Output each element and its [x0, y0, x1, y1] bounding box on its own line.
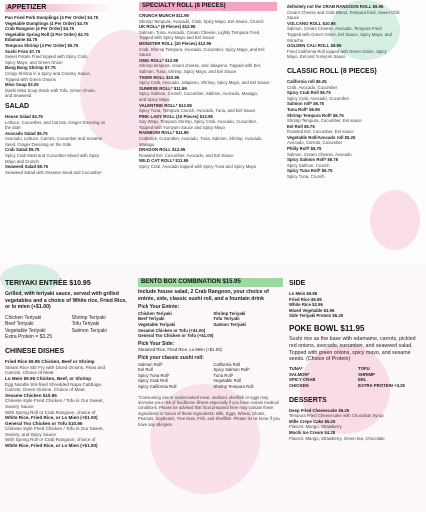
salad-list — [5, 114, 113, 176]
menu-item: Mixed Vegetable $3.95 — [289, 307, 335, 313]
option-item: Spicy California Roll — [138, 383, 177, 389]
menu-item: Side Teriyaki Protein $5.25 — [289, 313, 344, 319]
teriyaki-extra: Extra Protein = $3.25 — [5, 333, 53, 340]
menu-item: Lo Mein $9.95 Chicken, Beef, or Shrimp — [5, 375, 92, 381]
menu-item-description: Egg Noodle Stir-fried Shredded Napa Cabbage, — [5, 381, 103, 387]
menu-item: Sesame Chicken $10.95 — [5, 392, 57, 398]
menu-item: Vegetable Dumplings (4 Per Order) $4.75 — [5, 20, 88, 26]
chinese-dishes-list — [5, 359, 133, 449]
menu-item-description: Soy Wrap, Tempura Shrimp, Spicy Crab, Avocado, Cucumber, — [139, 119, 257, 125]
option-item: Beef Teriyaki — [138, 316, 165, 322]
menu-item: Crab Salad $5.75 — [5, 147, 40, 153]
menu-item: California roll $6.25 — [287, 78, 327, 84]
menu-item-description: Spicy Salmon, Crunch, Cucumber, Salmon, Avocado, Masago, — [139, 91, 259, 97]
menu-item-description: Savory Sauce — [5, 403, 34, 409]
menu-item: Deep Fried Cheesecake $5.25 — [289, 407, 350, 413]
option-item: Spicy Crab Roll — [138, 378, 168, 384]
option-row — [5, 315, 133, 322]
menu-item: MONSTER ROLL (10 Pieces) $12.95 — [139, 40, 212, 46]
teriyaki-section — [5, 278, 133, 449]
option-item: SHRIMP — [358, 371, 375, 377]
right-bottom-section — [289, 278, 422, 441]
menu-item-description: Spicy Crab, Avocado, Cucumber — [287, 95, 350, 101]
chinese-dishes-title: CHINESE DISHES — [5, 348, 65, 356]
menu-item-description: Chinese style Fried Chicken / Tofu in Our Sweet, — [5, 426, 104, 432]
menu-item: Avocado Salad $5.75 — [5, 130, 48, 136]
menu-item: UK ROLL* (8 Pieces) $12.95 — [139, 24, 196, 30]
bento-section — [138, 278, 283, 427]
menu-item: Shrimp Tempura Roll* $6.75 — [287, 112, 344, 118]
option-item: Beef Teriyaki — [5, 321, 34, 328]
menu-item: Tuna Roll* $6.95 — [287, 106, 320, 112]
menu-item: Tempura Shrimp (4 Per Order) $5.75 — [5, 42, 79, 48]
option-item: Shrimp Tempura Roll — [213, 383, 254, 389]
watercolor-blob — [370, 190, 420, 250]
menu-item-description: Flavors: Mango, Strawberry — [289, 424, 342, 430]
option-item: California Roll — [213, 361, 241, 367]
menu-item-description: Carrots. Choice of Meat — [5, 370, 54, 376]
menu-item: Crab Rangoon (4 Per Order) $4.75 — [5, 26, 75, 32]
option-row — [138, 384, 283, 390]
menu-item-description: Chinese style Fried Chicken / Tofu in Our Sweet, — [5, 398, 104, 404]
menu-item: Vegetable Spring Roll (4 Per Order) $4.75 — [5, 31, 89, 37]
menu-item-description: With Spring Roll or Crab Rangoon, choice of — [5, 437, 96, 443]
menu-item-description: Spicy Mayo, and Green Onion — [5, 59, 63, 65]
menu-item: VALENTINE ROLL* $12.95 — [139, 102, 192, 108]
menu-item: Vegetable Roll/Avocado roll $5.25 — [287, 134, 356, 140]
menu-item: General Tso Chicken or Tofu $10.95 — [5, 420, 83, 426]
menu-item-description: Mayo, Eel and Yumyum Sauce — [287, 54, 346, 60]
bento-title: BENTO BOX COMBINATION $15.95 — [138, 278, 283, 287]
menu-item: Edamame $4.75 — [5, 37, 38, 43]
teriyaki-intro: Grilled, with teriyaki sauce, served with grilled vegetables and a choice of White rice, Fried Rice, or lo mien (+$1.00) — [5, 291, 127, 311]
menu-item: Pan Fried Pork Dumplings (4 Per Order) $4.75 — [5, 15, 99, 20]
option-item: SPICY CRAB — [289, 377, 316, 383]
option-item: Spicy Salmon Roll* — [213, 367, 250, 373]
option-item: Salmon Roll* — [138, 361, 163, 367]
option-item: Chicken Teriyaki — [138, 310, 172, 316]
menu-item: Fried Rice $5.95 — [289, 296, 322, 302]
menu-item-description: Sriracha — [287, 37, 304, 43]
menu-item-description: Lettuce, Cucumber, and Carrots. Ginger Dressing on — [5, 119, 106, 125]
menu-item: Sushi Fries $7.75 — [5, 48, 41, 54]
menu-item-description: Carrots, Green Onions. Choice of Meat — [5, 387, 85, 393]
menu-item: Salmon roll* $6.75 — [287, 101, 325, 107]
option-item: TOFU — [358, 366, 370, 372]
menu-item-description: Crabstick, Cucumber, Avocado, Tuna, Salmon, Shrimp, Avocado, — [139, 136, 263, 142]
menu-item: Seaweed Salad $5.75 — [5, 164, 48, 170]
side-list — [289, 291, 422, 319]
menu-item-description: Salmon, Cream Cheese, Avocado — [287, 151, 352, 157]
menu-item-description: Spicy Crab Meat and Cucumber Mixed with Spicy — [5, 153, 100, 159]
salad-title: SALAD — [5, 102, 30, 110]
menu-item-description: Fried California Roll topped with Green Onion, Spicy — [287, 48, 387, 54]
menu-item-description: and Spicy Mayo — [139, 96, 170, 102]
option-item: Chicken Teriyaki — [5, 314, 42, 321]
option-item: Vegetable Teriyaki — [138, 321, 176, 327]
option-item: Shrimp Teriyaki — [213, 310, 246, 316]
menu-item: Lo Mein $5.95 — [289, 291, 318, 296]
menu-item: definitely not the CRAB RANGOON ROLL $9.95 — [287, 4, 384, 9]
menu-item-description: Avocado, Carrots, Cucumber — [287, 140, 343, 146]
classic-roll-list — [287, 79, 421, 180]
menu-item-description: Topped with Green Onions — [5, 76, 56, 82]
extra-roll-list — [287, 4, 421, 60]
option-item: Shrimp Teriyaki — [71, 314, 106, 321]
menu-item-description: and Seaweed — [5, 93, 32, 99]
bento-entree-title: Pick Your Entrée: — [138, 304, 180, 311]
specialty-roll-section — [139, 2, 277, 170]
menu-item: TIGER ROLL $10.95 — [139, 74, 180, 80]
menu-item: WILD CAT ROLL* $11.95 — [139, 158, 189, 164]
bento-intro: Include house salad, 2 Crab Rangoon, your choice of entrée, side, classic sushi roll, and a fountain drink — [138, 289, 269, 302]
option-item: EEL — [358, 377, 367, 383]
option-item: Salmon Teriyaki — [71, 327, 107, 334]
menu-item-description: Salmon, Tuna, Shrimp, Spicy Mayo, and Eel Sauce — [139, 68, 237, 74]
menu-item-description: Topped with Green Onion, Eel Sauce, Spicy Mayo, and — [287, 31, 392, 37]
menu-item-description: the Side — [5, 125, 21, 131]
option-item: SALMON* — [289, 371, 310, 377]
menu-item-description: Topped with Yumyum Sauce and Spicy Mayo — [139, 124, 225, 130]
menu-item-description: Shrimp tempura, cream cheese, and Jalapeno. Topped with Eel, — [139, 63, 261, 69]
menu-item-description: Dashi Miso Soup Stock with Tofu, Green Onion, — [5, 87, 96, 93]
desserts-list — [289, 408, 422, 442]
option-item: Tofu Teriyaki — [213, 316, 240, 322]
menu-item-description: Roasted Eel, Cucumber, Avocado, and Eel Sauce — [139, 152, 234, 158]
option-item: General Tso Chicken or Tofu (+$1.00) — [138, 333, 214, 339]
menu-item: SUNRISE ROLL* $11.95 — [139, 85, 187, 91]
specialty-roll-title: SPECIALTY ROLL (8 PIECES) — [139, 2, 277, 11]
menu-item-description: Savory, and Spicy Sauce — [5, 431, 56, 437]
appetizer-title: APPETIZER — [5, 4, 113, 12]
menu-item-description: Spicy Tuna, Crunch — [287, 174, 325, 180]
menu-item: VOLCANO ROLL $10.95 — [287, 20, 336, 26]
menu-item-description: Crab, Shrimp Tempura, Avocado, Cucumber, Spicy Mayo, and Eel Sauce — [139, 46, 265, 58]
menu-item-description: Crispy Shrimp in a Spicy and Creamy Sauce, — [5, 70, 91, 76]
menu-item: Philly Roll* $6.75 — [287, 146, 322, 152]
menu-item-description: Salmon, Cream Cheese, Avocado, Tempura Fried — [287, 26, 382, 32]
menu-item: GOLDEN CALI ROLL $8.95 — [287, 43, 342, 49]
menu-item: Spicy Crab Roll $6.75 — [287, 90, 331, 96]
menu-item: CRUNCH MUNCH $11.95 — [139, 13, 189, 18]
option-item: TUNA* — [289, 366, 303, 372]
menu-item: Mille Crepe Cake $5.25 — [289, 418, 336, 424]
menu-item-description: Spicy Crab, Avocado topped with Spicy Tuna and Spicy Mayo — [139, 164, 257, 170]
menu-item-description: Avocado, Lettuce, Carrots, Cucumber and Sesame — [5, 136, 103, 142]
bento-side-title: Pick Your Side: — [138, 340, 175, 347]
menu-item-description: Sauce — [287, 15, 300, 21]
option-item: Tofu Teriyaki — [71, 321, 100, 328]
poke-bowl-title: POKE BOWL $11.95 — [289, 323, 365, 333]
option-item: EXTRA PROTEIN +3.25 — [358, 382, 405, 388]
specialty-roll-list — [139, 13, 277, 170]
menu-item: Spicy Salmon Roll* $6.75 — [287, 157, 339, 163]
side-title: SIDE — [289, 280, 306, 287]
bento-sushi-title: Pick your classic sushi roll: — [138, 354, 204, 361]
menu-item: Mochi Ice Cream $4.25 — [289, 429, 336, 435]
menu-page-bottom — [0, 264, 426, 512]
menu-item-description: Flavors: Mango, Strawberry, Green tea, Chocolate — [289, 435, 385, 441]
desserts-title: DESSERTS — [289, 396, 327, 404]
menu-item-description: Shrimp Tempura, Avocado, Crab, Spicy Mayo, Eel Sauce, Crunch — [139, 18, 264, 24]
poke-bowl-intro: Sushi rice as the base with edamame, carrots, pickled red onions, avocado, cucumber, and seaweed salad. Topped with green onions, spicy mayo, and sesame seeds. (Choice of Protein) — [289, 335, 416, 363]
menu-item: OMG ROLL* $12.95 — [139, 57, 179, 63]
menu-item-description: Shrimp Tempura, Cucumber, Eel sauce — [287, 118, 362, 124]
menu-item: RAINBOW ROLL* $11.95 — [139, 130, 189, 136]
menu-item-description: Seed, Ginger Dressing on the Side — [5, 141, 72, 147]
option-item: Salmon Teriyaki — [213, 321, 247, 327]
menu-item-description: Tempura Fried Cheesecake with Chocolate Syrup — [289, 413, 384, 419]
menu-item: White Rice $2.95 — [289, 302, 323, 308]
menu-item: Spicy Tuna Roll* $6.75 — [287, 168, 333, 174]
menu-item-description: Spicy Tuna, Tempura Crunch, Avocado, Tuna, and Eel Sauce — [139, 108, 256, 114]
classic-roll-title: CLASSIC ROLL (8 PIECES) — [287, 67, 377, 75]
option-item: Spicy Tuna Roll* — [138, 372, 170, 378]
menu-item-description: Crab, Avocado, Cucumber — [287, 84, 338, 90]
menu-item-description: Roasted Eel, Cucumber, Eel sauce — [287, 129, 354, 135]
teriyaki-title: TERIYAKI ENTRÉE $10.95 — [5, 280, 91, 287]
option-item: Eel Roll — [138, 367, 153, 373]
menu-item: Fried Rice $9.95 Chicken, Beef or Shrimp — [5, 359, 95, 365]
option-item: CHICKEN — [289, 382, 309, 388]
option-item: Sesame Chicken or Tofu (+$1.00) — [138, 327, 206, 333]
option-row — [289, 383, 422, 389]
menu-item: Bang Bang Shrimp $7.75 — [5, 65, 56, 71]
menu-item-description: Cream Cheese and Crab Blend, Tempura fried, Sweet Chili — [287, 9, 400, 15]
option-item: Vegetable Roll — [213, 378, 242, 384]
menu-item-description: Seaweed Salad with Sesame Seed and Cucumber — [5, 169, 102, 175]
menu-item: PINK LADY ROLL (10 Pieces) $12.95 — [139, 113, 213, 119]
poke-protein-options — [289, 366, 422, 388]
menu-item: White Rice, Fried Rice, or Lo Mien (+$1.00) — [5, 415, 98, 421]
menu-item: Miso Soup $3.25 — [5, 82, 39, 88]
menu-item-description: Mayo and Crunch — [5, 158, 39, 164]
bento-entree-options — [138, 311, 283, 339]
menu-item-description: Topped with Spicy Mayo and Eel Sauce — [139, 35, 215, 41]
bento-side-text: Steamed Rice, Fried Rice, Lo Mein (+$1.00) — [138, 347, 222, 353]
menu-item: DRAGON ROLL $12.95 — [139, 147, 186, 153]
menu-item-description: Masago — [139, 141, 155, 147]
menu-item: White Rice, Fried Rice, or Lo Mien (+$1.00) — [5, 443, 98, 449]
menu-item: House Salad $4.75 — [5, 113, 43, 119]
option-item: Vegetable Teriyaki — [5, 327, 46, 334]
option-row — [5, 321, 133, 328]
teriyaki-options — [5, 315, 133, 335]
appetizer-list — [5, 15, 113, 99]
menu-item-description: Spicy Salmon, Crunch — [287, 162, 330, 168]
bento-sushi-options — [138, 362, 283, 390]
menu-item-description: Spicy Crab, Avocado, Jalapeno, Shrimp, Spicy Mayo, and Eel Sauce — [139, 80, 270, 86]
menu-item-description: With Spring Roll or Crab Rangoon, choice of — [5, 409, 96, 415]
appetizer-section — [5, 2, 113, 175]
right-roll-section — [287, 4, 421, 180]
allergy-disclaimer: *Consuming raw or undercooked meat, seafood, shellfish or eggs may increase your risk of foodborne illness especially if you have certain medical conditions. Please be advised that food prepared here may contain these ingredients or traces of these ingredients: Milk, Eggs, Wheat, Gluten, Peanuts, Soybeans, Tree Nuts, Fish, and Shellfish. Please let us know if you have any allergies. — [138, 394, 280, 427]
menu-item-description: Steam Rice Stir Fry with Diced Onions, Peas and — [5, 364, 106, 370]
option-item: Tuna Roll* — [213, 372, 234, 378]
menu-item-description: Salmon, Tuna, Avocado, Cream Cheese, Lightly Tempura Fried, — [139, 29, 261, 35]
menu-item-description: Sweet Potato Fried topped with Spicy Crab, — [5, 54, 89, 60]
menu-item: Eel Roll $6.75 — [287, 123, 315, 129]
